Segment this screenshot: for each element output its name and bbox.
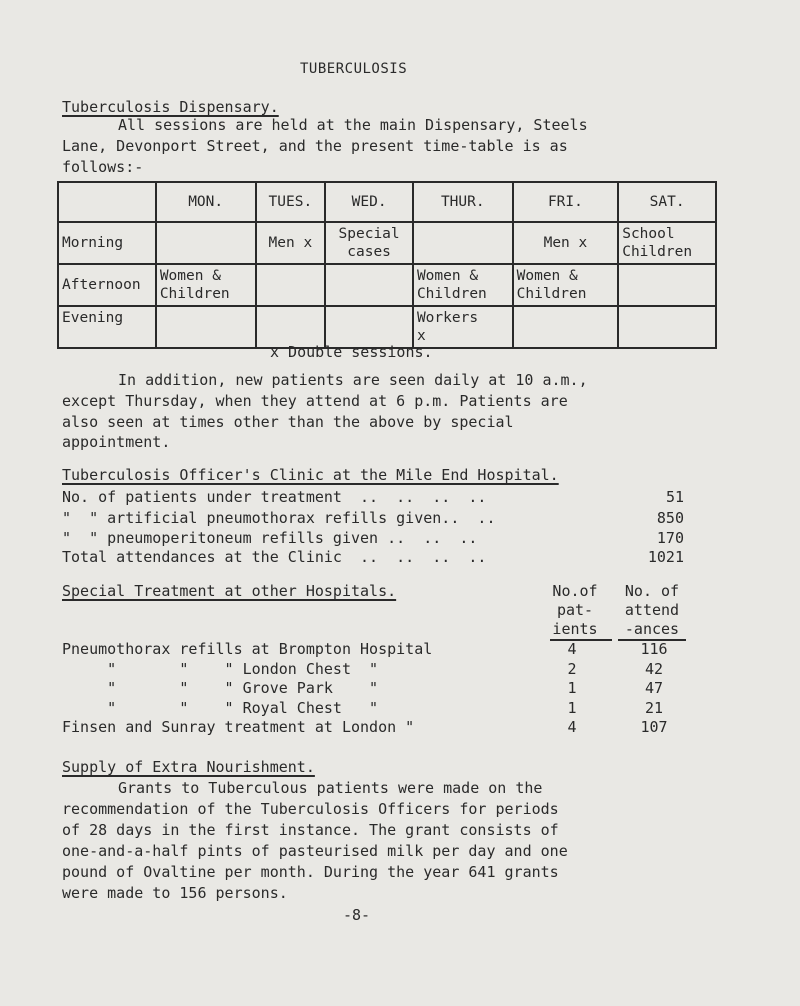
nourishment-line-3: of 28 days in the first instance. The grant consists of — [62, 821, 559, 839]
addition-line-4: appointment. — [62, 433, 171, 451]
timetable-cell: Workers x — [413, 306, 513, 348]
special-attendances: 116 — [640, 640, 668, 658]
nourishment-line-4: one-and-a-half pints of pasteurised milk per day and one — [62, 842, 568, 860]
page-number: -8- — [343, 906, 371, 924]
timetable-cell — [325, 306, 413, 348]
special-patients: 2 — [567, 660, 577, 678]
special-col-attendances: No. of attend -ances — [624, 582, 680, 638]
dispensary-heading: Tuberculosis Dispensary. — [62, 98, 279, 116]
special-patients: 4 — [567, 640, 577, 658]
timetable-cell: Evening — [58, 306, 156, 348]
timetable-cell — [156, 222, 256, 264]
timetable-header-cell: MON. — [156, 182, 256, 222]
officer-clinic-label: Total attendances at the Clinic .. .. .. .. — [62, 548, 487, 566]
officer-clinic-value: 51 — [665, 488, 684, 506]
timetable-cell: School Children — [618, 222, 716, 264]
special-patients: 4 — [567, 718, 577, 736]
timetable-header-cell: WED. — [325, 182, 413, 222]
timetable-cell — [618, 306, 716, 348]
timetable-cell — [325, 264, 413, 306]
col-underline — [550, 639, 612, 641]
officer-clinic-value: 1021 — [647, 548, 684, 566]
dispensary-line-2: Lane, Devonport Street, and the present time-table is as — [62, 137, 568, 155]
nourishment-line-1: Grants to Tuberculous patients were made on the — [118, 779, 543, 797]
timetable-cell — [156, 306, 256, 348]
timetable-cell: Men x — [513, 222, 619, 264]
special-attendances: 21 — [644, 699, 664, 717]
addition-line-1: In addition, new patients are seen daily at 10 a.m., — [118, 371, 588, 389]
timetable-row — [58, 306, 716, 348]
nourishment-line-5: pound of Ovaltine per month. During the year 641 grants — [62, 863, 559, 881]
officer-clinic-value: 170 — [656, 529, 684, 547]
special-label: Pneumothorax refills at Brompton Hospital — [62, 640, 433, 658]
timetable-header-cell: TUES. — [256, 182, 326, 222]
timetable-header-row — [58, 182, 716, 222]
timetable-cell: Men x — [256, 222, 326, 264]
nourishment-line-2: recommendation of the Tuberculosis Officers for periods — [62, 800, 559, 818]
timetable-cell: Afternoon — [58, 264, 156, 306]
timetable-cell — [513, 306, 619, 348]
timetable-cell — [256, 306, 326, 348]
timetable-cell: Morning — [58, 222, 156, 264]
timetable-header-cell: FRI. — [513, 182, 619, 222]
officer-clinic-value: 850 — [656, 509, 684, 527]
addition-line-3: also seen at times other than the above by special — [62, 413, 514, 431]
special-heading: Special Treatment at other Hospitals. — [62, 582, 397, 600]
special-label: " " " Grove Park " — [62, 679, 379, 697]
dispensary-line-1: All sessions are held at the main Dispensary, Steels — [118, 116, 588, 134]
timetable-cell: Women & Children — [413, 264, 513, 306]
timetable-row — [58, 222, 716, 264]
dispensary-line-3: follows:- — [62, 158, 144, 176]
addition-line-2: except Thursday, when they attend at 6 p.m. Patients are — [62, 392, 568, 410]
special-attendances: 47 — [644, 679, 664, 697]
special-label: " " " London Chest " — [62, 660, 379, 678]
officer-clinic-label: " " artificial pneumothorax refills given.. .. — [62, 509, 496, 527]
timetable-header-cell — [58, 182, 156, 222]
timetable-header-cell: SAT. — [618, 182, 716, 222]
officer-clinic-label: " " pneumoperitoneum refills given .. .. .. — [62, 529, 478, 547]
special-patients: 1 — [567, 699, 577, 717]
special-label: Finsen and Sunray treatment at London " — [62, 718, 415, 736]
special-col-patients: No.of pat- ients — [552, 582, 598, 638]
timetable-cell — [618, 264, 716, 306]
special-patients: 1 — [567, 679, 577, 697]
special-label: " " " Royal Chest " — [62, 699, 379, 717]
timetable-header-cell: THUR. — [413, 182, 513, 222]
nourishment-line-6: were made to 156 persons. — [62, 884, 288, 902]
officer-clinic-heading: Tuberculosis Officer's Clinic at the Mile End Hospital. — [62, 466, 559, 484]
nourishment-heading: Supply of Extra Nourishment. — [62, 758, 315, 776]
timetable-cell — [256, 264, 326, 306]
special-attendances: 42 — [644, 660, 664, 678]
timetable-footnote: x Double sessions. — [270, 343, 433, 361]
timetable-row — [58, 264, 716, 306]
timetable-cell: Special cases — [325, 222, 413, 264]
timetable — [57, 181, 717, 349]
officer-clinic-label: No. of patients under treatment .. .. .. .. — [62, 488, 487, 506]
timetable-cell — [413, 222, 513, 264]
timetable-cell: Women & Children — [513, 264, 619, 306]
special-attendances: 107 — [640, 718, 668, 736]
page-title: TUBERCULOSIS — [300, 61, 408, 77]
timetable-cell: Women & Children — [156, 264, 256, 306]
